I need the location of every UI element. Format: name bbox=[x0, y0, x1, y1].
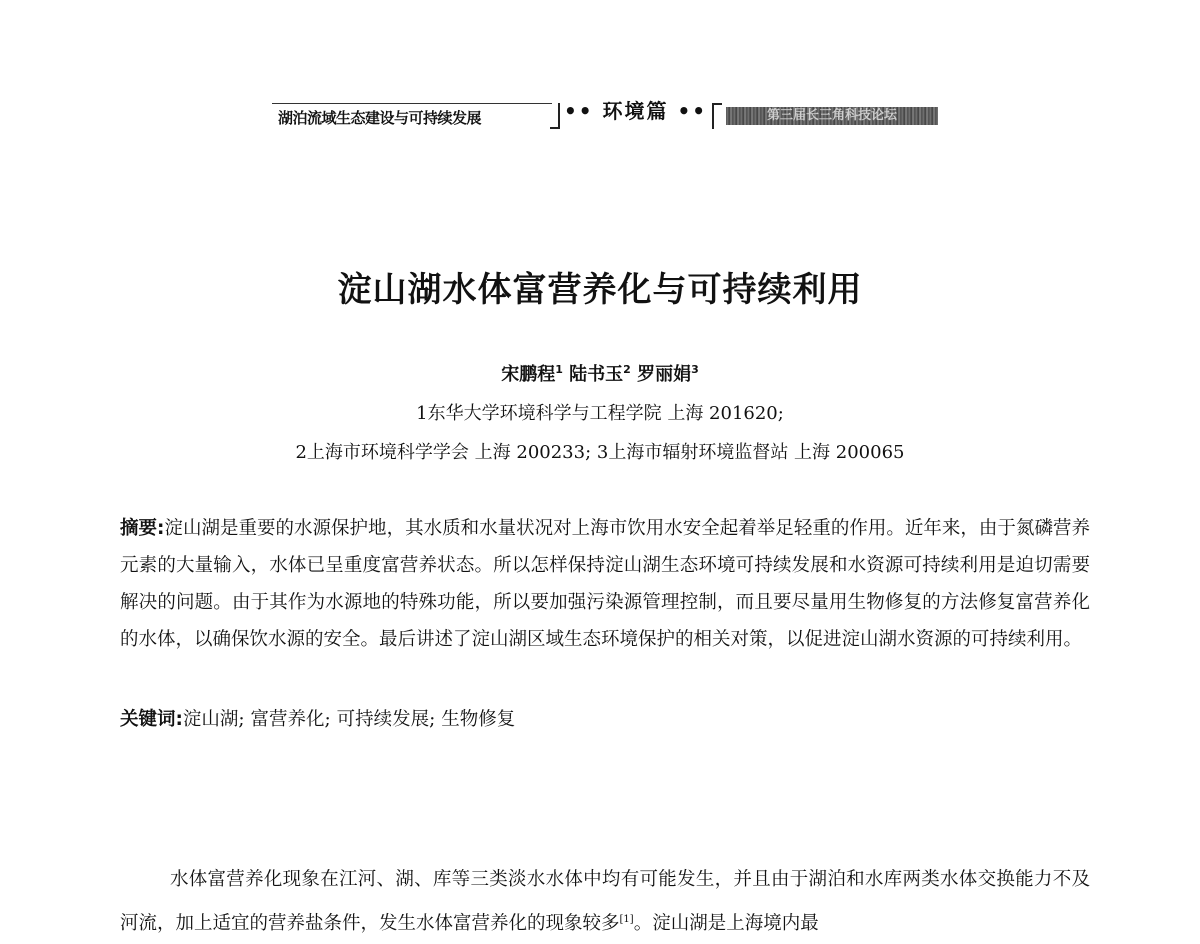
running-header bbox=[272, 93, 940, 133]
header-section-label: •• 环境篇 •• bbox=[564, 99, 708, 123]
header-bracket-right bbox=[712, 103, 722, 129]
author-name: 罗丽娟 bbox=[637, 364, 692, 385]
keywords bbox=[120, 705, 1090, 731]
body-paragraph bbox=[120, 860, 1090, 944]
header-right-banner: 第三届长三角科技论坛 bbox=[726, 107, 938, 125]
reference-marker: [1] bbox=[619, 914, 634, 925]
affiliation-line-1: 1东华大学环境科学与工程学院 上海 201620; bbox=[416, 403, 784, 424]
keywords-text: 淀山湖; 富营养化; 可持续发展; 生物修复 bbox=[182, 709, 516, 730]
author-affil-mark: 3 bbox=[691, 363, 699, 376]
author-affil-mark: 1 bbox=[555, 363, 563, 376]
body-text-end: 。淀山湖是上海境内最 bbox=[633, 913, 819, 935]
paper-title: 淀山湖水体富营养化与可持续利用 bbox=[337, 270, 863, 310]
abstract-text: 淀山湖是重要的水源保护地，其水质和水量状况对上海市饮用水安全起着举足轻重的作用。近年来，由于氮磷营养元素的大量输入，水体已呈重度富营养状态。所以怎样保持淀山湖生态环境可持续发展和水资源可持续利用是迫切需要解决的问题。由于其作为水源地的特殊功能，所以要加强污染源管理控制，而且要尽量用生物修复的方法修复富营养化的水体，以确保饮水源的安全。最后讲述了淀山湖区域生态环境保护的相关对策，以促进淀山湖水资源的可持续利用。 bbox=[120, 518, 1090, 650]
author-affil-mark: 2 bbox=[623, 363, 631, 376]
header-left-text: 湖泊流域生态建设与可持续发展 bbox=[278, 109, 482, 127]
author-name: 陆书玉 bbox=[569, 364, 624, 385]
affiliation-line-2: 2上海市环境科学学会 上海 200233; 3上海市辐射环境监督站 上海 200065 bbox=[295, 442, 905, 463]
keywords-label: 关键词: bbox=[120, 709, 183, 730]
body-text-start: 水体富营养化现象在江河、湖、库等三类淡水水体中均有可能发生，并且由于湖泊和水库两类水体交换能力不及河流，加上适宜的营养盐条件，发生水体富营养化的现象较多 bbox=[120, 869, 1090, 935]
header-bracket-left bbox=[550, 103, 560, 129]
abstract bbox=[120, 510, 1090, 658]
author-name: 宋鹏程 bbox=[501, 364, 556, 385]
author-list bbox=[0, 360, 1200, 386]
abstract-label: 摘要: bbox=[120, 518, 165, 539]
header-rule bbox=[272, 103, 552, 104]
